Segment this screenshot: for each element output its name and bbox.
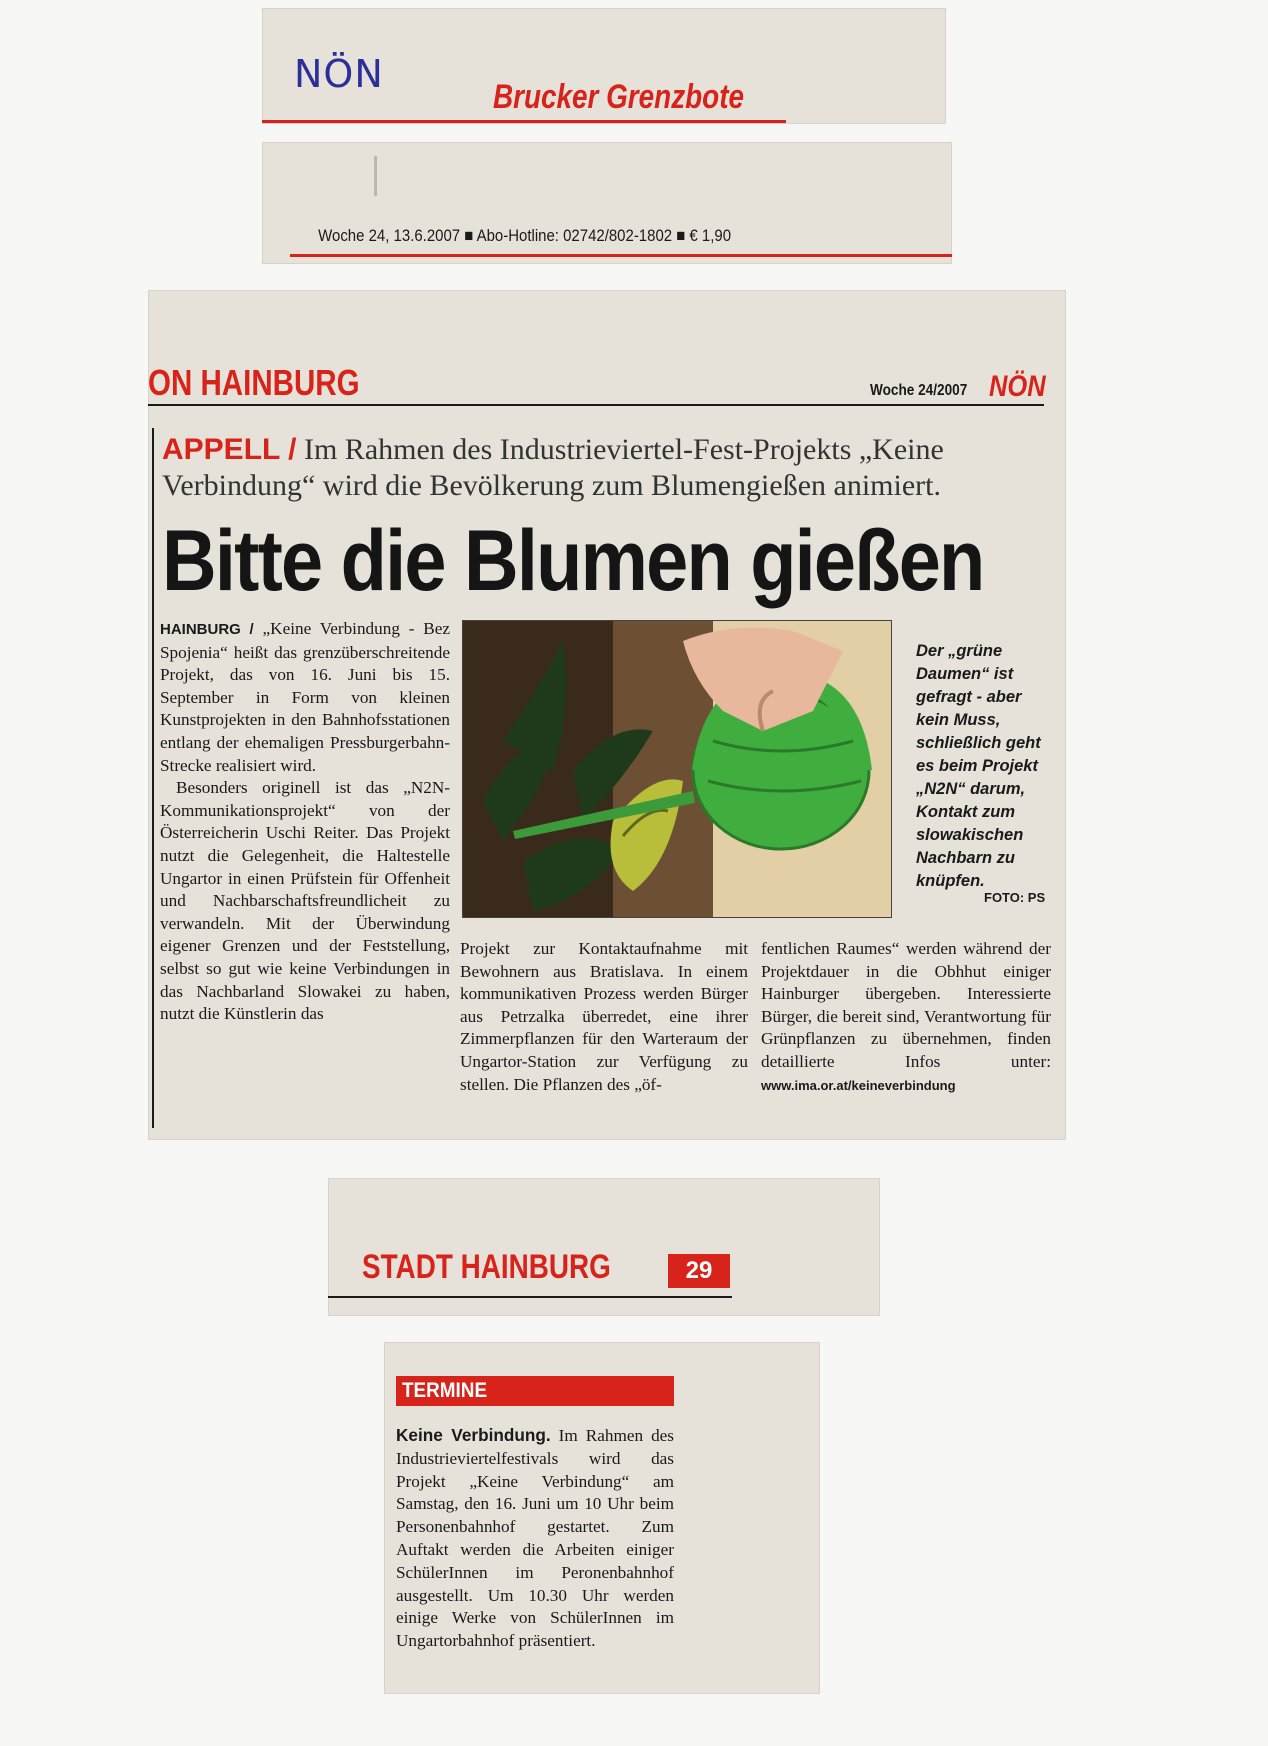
noen-logo: NÖN [989, 370, 1046, 403]
scan-mark [374, 156, 377, 196]
article-left-rule [152, 428, 154, 1128]
issue-underline [290, 254, 952, 257]
kicker-label: APPELL / [162, 433, 297, 466]
masthead-clipping [262, 8, 946, 124]
paragraph-2: Besonders originell ist das „N2N-Kommunikationsprojekt“ von der Österreicherin Uschi Reiter. Das Projekt nutzt die Gelegenheit, die Haltestelle Ungartor in einen Prüfstein für Offenheit und Nachbarschaftsfreundlicheit zu verwandeln. Mit der Überwindung eigener Grenzen und der Feststellung, selbst so gut wie keine Verbindungen in das Nachbarland Slowakei zu haben, nutzt die Künstlerin das [160, 778, 450, 1024]
issue-info-clipping [262, 142, 952, 264]
photo-caption: Der „grüne Daumen“ ist gefragt - aber kein Muss, schließlich geht es beim Projekt „N2N“ darum, Kontakt zum slowakischen Nachbarn zu knüpfen. [916, 642, 1041, 890]
article-column-3 [761, 938, 1051, 1097]
article-clipping [148, 290, 1066, 1140]
week-label: Woche 24/2007 [870, 382, 968, 399]
page-number-badge: 29 [668, 1254, 730, 1288]
termine-lead: Keine Verbindung. [396, 1425, 551, 1445]
watering-can-photo [463, 621, 891, 917]
column-3-text: fentlichen Raumes“ werden während der Projektdauer in die Obhhut einiger Hainburger übergeben. Interessierte Bürger, die bereit sind, Verantwortung für Grünpflanzen zu übernehmen, finden detaillierte Infos unter: [761, 939, 1051, 1071]
page-section-title: STADT HAINBURG [362, 1248, 611, 1286]
article-column-1 [160, 618, 450, 1026]
paragraph-1: „Keine Verbindung - Bez Spojenia“ heißt das grenzüberschreitende Projekt, das von 16. Juni bis 15. September in Form von kleinen Kunstprojekten in den Bahnhofsstationen entlang der ehemaligen Pressburgerbahn-Strecke realisiert wird. [160, 619, 451, 775]
handwritten-note: NÖN [294, 52, 384, 96]
kicker [162, 432, 1042, 504]
photo-credit: FOTO: PS [984, 890, 1046, 905]
issue-line: Woche 24, 13.6.2007 ■ Abo-Hotline: 02742/802-1802 ■ € 1,90 [318, 226, 732, 245]
termine-body: Im Rahmen des Industrieviertelfestivals wird das Projekt „Keine Verbindung“ am Samstag, den 16. Juni um 10 Uhr beim Personenbahnhof gestartet. Zum Auftakt werden die Arbeiten einiger SchülerInnen im Peronenbahnhof ausgestellt. Um 10.30 Uhr werden einige Werke von SchülerInnen im Ungartorbahnhof präsentiert. [396, 1426, 674, 1651]
page-header-rule [328, 1296, 732, 1298]
section-title: ON HAINBURG [148, 362, 360, 403]
project-url: www.ima.or.at/keineverbindung [761, 1077, 956, 1093]
termine-clipping [384, 1342, 820, 1694]
headline: Bitte die Blumen gießen [162, 513, 984, 609]
newspaper-title: Brucker Grenzbote [493, 78, 744, 116]
article-column-2: Projekt zur Kontaktaufnahme mit Bewohnern aus Bratislava. In einem kommunikativen Prozess werden Bürger aus Petrzalka überredet, eine ihrer Zimmerpflanzen für den Warteraum der Ungartor-Station zur Verfügung zu stellen. Die Pflanzen des „öf- [460, 939, 748, 1094]
termine-text [396, 1424, 674, 1653]
page-header-clipping [328, 1178, 880, 1316]
section-rule [148, 404, 1044, 406]
termine-label: TERMINE [402, 1379, 488, 1402]
article-photo [462, 620, 892, 918]
dateline: HAINBURG / [160, 621, 254, 638]
kicker-text: Im Rahmen des Industrieviertel-Fest-Projekts „Keine Verbindung“ wird die Bevölkerung zum Blumengießen animiert. [162, 433, 944, 502]
title-underline [262, 120, 786, 123]
